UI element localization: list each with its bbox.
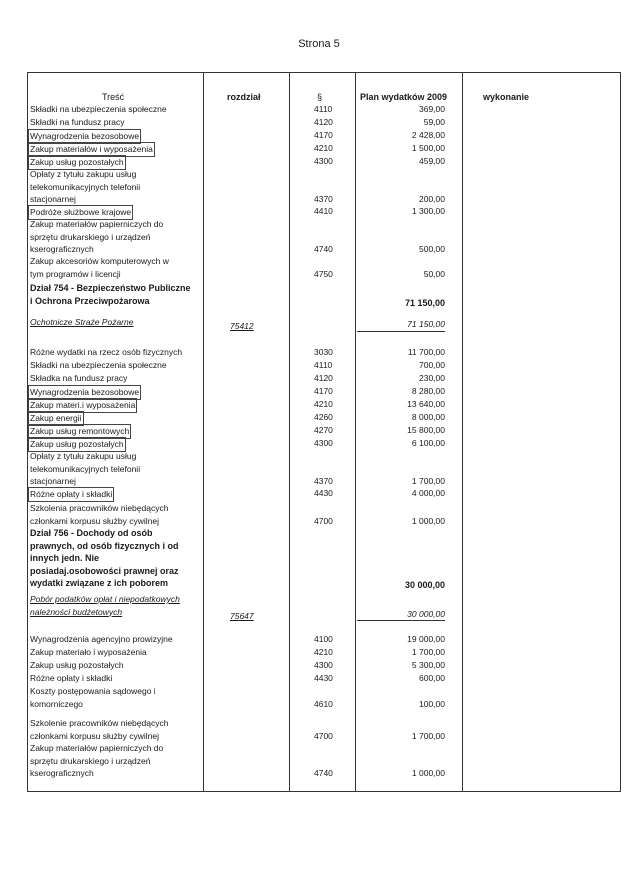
description-text: Wynagrodzenia bezosobowe <box>28 385 141 400</box>
description-line: Wynagrodzenia agencyjno prowizyjne <box>30 634 173 644</box>
row-paragraf: 4740 <box>314 768 333 779</box>
description-line: Opłaty z tytułu zakupu usług <box>30 169 137 179</box>
row-description <box>30 717 205 742</box>
description-line: sprzętu drukarskiego i urządzeń <box>30 231 151 242</box>
description-line: Składki na ubezpieczenia społeczne <box>30 360 167 370</box>
row-paragraf: 4700 <box>314 730 333 741</box>
description-line: tym programów i licencji <box>30 268 121 279</box>
description-line: Szkolenia pracowników niebędących <box>30 503 169 513</box>
description-line <box>30 437 205 451</box>
header-plan: Plan wydatków 2009 <box>360 92 448 102</box>
description-line: Szkolenie pracowników niebędących <box>30 718 169 728</box>
description-line <box>30 155 205 169</box>
description-text: Zakup materi.i wyposażenia <box>28 398 137 413</box>
row-paragraf: 4110 <box>314 104 333 114</box>
row-description <box>30 282 205 307</box>
page-title: Strona 5 <box>298 38 340 50</box>
row-description <box>30 372 205 385</box>
row-amount: 71 150,00 <box>404 297 445 308</box>
description-line: Składki na fundusz pracy <box>30 117 125 127</box>
row-paragraf: 4750 <box>314 268 333 279</box>
row-paragraf: 4740 <box>314 244 333 255</box>
description-text: Zakup usług pozostałych <box>28 437 126 452</box>
description-line: Opłaty z tytułu zakupu usług <box>30 451 137 461</box>
row-amount: 8 280,00 <box>411 386 445 396</box>
row-description <box>30 168 205 206</box>
row-description <box>30 385 205 399</box>
row-paragraf: 4700 <box>314 515 333 526</box>
description-line: należności budżetowych <box>30 606 123 617</box>
description-line: i Ochrona Przeciwpożarowa <box>30 295 150 306</box>
description-line: Dział 756 - Dochody od osób <box>30 528 153 538</box>
expense-table <box>27 72 621 802</box>
description-line <box>30 142 205 156</box>
row-paragraf: 4120 <box>314 117 333 127</box>
row-description <box>30 659 205 672</box>
row-amount: 1 700,00 <box>411 647 445 657</box>
row-amount: 369,00 <box>419 104 445 114</box>
header-paragraf: § <box>317 92 323 102</box>
row-amount: 230,00 <box>419 373 445 383</box>
description-line: stacjonarnej <box>30 476 76 487</box>
row-amount: 4 000,00 <box>411 488 445 498</box>
row-description <box>30 316 205 329</box>
row-amount: 700,00 <box>419 360 445 370</box>
row-paragraf: 4210 <box>314 647 333 657</box>
row-amount: 19 000,00 <box>407 634 445 644</box>
row-paragraf: 4410 <box>314 206 333 216</box>
row-description <box>30 398 205 412</box>
row-paragraf: 4170 <box>314 130 333 140</box>
row-paragraf: 4120 <box>314 373 333 383</box>
description-line: wydatki związane z ich poborem <box>30 578 169 589</box>
row-amount: 5 300,00 <box>411 660 445 670</box>
description-line: Różne wydatki na rzecz osób fizycznych <box>30 347 183 357</box>
row-rozdzial: 75412 <box>230 321 254 331</box>
row-amount: 1 500,00 <box>411 143 445 153</box>
row-amount: 6 100,00 <box>411 438 445 448</box>
row-amount: 11 700,00 <box>407 347 445 357</box>
row-description <box>30 142 205 156</box>
description-line: sprzętu drukarskiego i urządzeń <box>30 755 151 766</box>
row-amount: 600,00 <box>419 673 445 683</box>
row-amount: 30 000,00 <box>357 608 445 622</box>
row-description <box>30 646 205 659</box>
column-divider <box>620 72 621 791</box>
row-paragraf: 4210 <box>314 399 333 409</box>
description-line <box>30 411 205 425</box>
description-line <box>30 424 205 438</box>
description-text: Zakup energii <box>28 411 84 426</box>
row-description <box>30 346 205 359</box>
row-description <box>30 116 205 129</box>
row-description <box>30 255 205 280</box>
header-tresc: Treść <box>102 92 125 102</box>
column-divider <box>462 72 463 791</box>
description-line: kserograficznych <box>30 244 94 255</box>
description-line: telekomunikacyjnych telefonii <box>30 463 141 474</box>
description-line: Składka na fundusz pracy <box>30 373 128 383</box>
row-amount: 2 428,00 <box>411 130 445 140</box>
description-line: Zakup materiałów papierniczych do <box>30 219 164 229</box>
row-paragraf: 4170 <box>314 386 333 396</box>
description-line: członkami korpusu służby cywilnej <box>30 515 159 526</box>
description-line <box>30 487 205 501</box>
row-description <box>30 502 205 527</box>
row-amount: 13 640,00 <box>407 399 445 409</box>
description-line <box>30 398 205 412</box>
row-amount: 1 700,00 <box>411 476 445 487</box>
description-line: Zakup usług pozostałych <box>30 660 124 670</box>
row-paragraf: 4100 <box>314 634 333 644</box>
row-amount: 1 000,00 <box>411 768 445 779</box>
row-paragraf: 4610 <box>314 698 333 709</box>
description-line: prawnych, od osób fizycznych i od <box>30 540 179 551</box>
row-paragraf: 4110 <box>314 360 333 370</box>
row-description <box>30 129 205 143</box>
description-text: Wynagrodzenia bezosobowe <box>28 129 141 144</box>
row-paragraf: 4270 <box>314 425 333 435</box>
description-text: Zakup materiałów i wyposażenia <box>28 142 155 157</box>
description-line: Ochotnicze Straże Pożarne <box>30 317 134 327</box>
row-amount: 459,00 <box>419 156 445 166</box>
row-description <box>30 218 205 256</box>
description-line: Zakup materiało i wyposażenia <box>30 647 147 657</box>
row-amount: 1 700,00 <box>411 730 445 741</box>
row-description <box>30 450 205 488</box>
description-line: telekomunikacyjnych telefonii <box>30 181 141 192</box>
row-description <box>30 527 205 590</box>
description-line: Dział 754 - Bezpieczeństwo Publiczne <box>30 283 191 293</box>
row-amount: 500,00 <box>419 244 445 255</box>
description-line: Zakup akcesoriów komputerowych w <box>30 256 169 266</box>
row-amount: 15 800,00 <box>407 425 445 435</box>
row-amount: 1 000,00 <box>411 515 445 526</box>
row-amount: 59,00 <box>423 117 445 127</box>
description-line: kserograficznych <box>30 768 94 779</box>
row-description <box>30 424 205 438</box>
row-rozdzial: 75647 <box>230 610 254 621</box>
row-description <box>30 103 205 116</box>
row-amount: 1 300,00 <box>411 206 445 216</box>
row-paragraf: 4300 <box>314 660 333 670</box>
description-line: Składki na ubezpieczenia społeczne <box>30 104 167 114</box>
table-bottom-border <box>27 791 621 792</box>
row-amount: 50,00 <box>423 268 445 279</box>
description-line <box>30 129 205 143</box>
row-description <box>30 411 205 425</box>
row-paragraf: 4210 <box>314 143 333 153</box>
description-line <box>30 205 205 219</box>
row-description <box>30 359 205 372</box>
row-description <box>30 672 205 685</box>
description-line: komorniczego <box>30 698 83 709</box>
description-line: Koszty postępowania sądowego i <box>30 686 156 696</box>
header-rozdzial: rozdział <box>227 92 261 102</box>
row-description <box>30 155 205 169</box>
description-line: członkami korpusu służby cywilnej <box>30 730 159 741</box>
description-line: innych jedn. Nie <box>30 553 100 564</box>
description-text: Zakup usług remontowych <box>28 424 131 439</box>
row-description <box>30 742 205 780</box>
row-amount: 8 000,00 <box>411 412 445 422</box>
column-divider <box>289 72 290 791</box>
row-amount: 71 150,00 <box>357 318 445 332</box>
row-description <box>30 437 205 451</box>
row-description <box>30 685 205 710</box>
description-line: Pobór podatków opłat i niepodatkowych <box>30 594 180 604</box>
row-paragraf: 4260 <box>314 412 333 422</box>
row-description <box>30 593 205 618</box>
description-line: Różne opłaty i składki <box>30 673 113 683</box>
row-amount: 200,00 <box>419 194 445 205</box>
row-paragraf: 4370 <box>314 194 333 205</box>
row-amount: 30 000,00 <box>404 580 445 591</box>
description-text: Różne opłaty i składki <box>28 487 114 502</box>
description-line <box>30 385 205 399</box>
row-description <box>30 205 205 219</box>
row-description <box>30 487 205 501</box>
column-divider <box>355 72 356 791</box>
row-amount: 100,00 <box>419 698 445 709</box>
description-text: Podróże służbowe krajowe <box>28 205 133 220</box>
row-paragraf: 4300 <box>314 156 333 166</box>
table-top-border <box>27 72 621 73</box>
row-description <box>30 633 205 646</box>
row-paragraf: 3030 <box>314 347 333 357</box>
description-line: Zakup materiałów papierniczych do <box>30 743 164 753</box>
row-paragraf: 4430 <box>314 488 333 498</box>
header-wykonanie: wykonanie <box>483 92 530 102</box>
row-paragraf: 4430 <box>314 673 333 683</box>
row-paragraf: 4300 <box>314 438 333 448</box>
description-line: stacjonarnej <box>30 194 76 205</box>
description-text: Zakup usług pozostałych <box>28 155 126 170</box>
row-paragraf: 4370 <box>314 476 333 487</box>
description-line: posiadaj.osobowości prawnej oraz <box>30 565 179 576</box>
